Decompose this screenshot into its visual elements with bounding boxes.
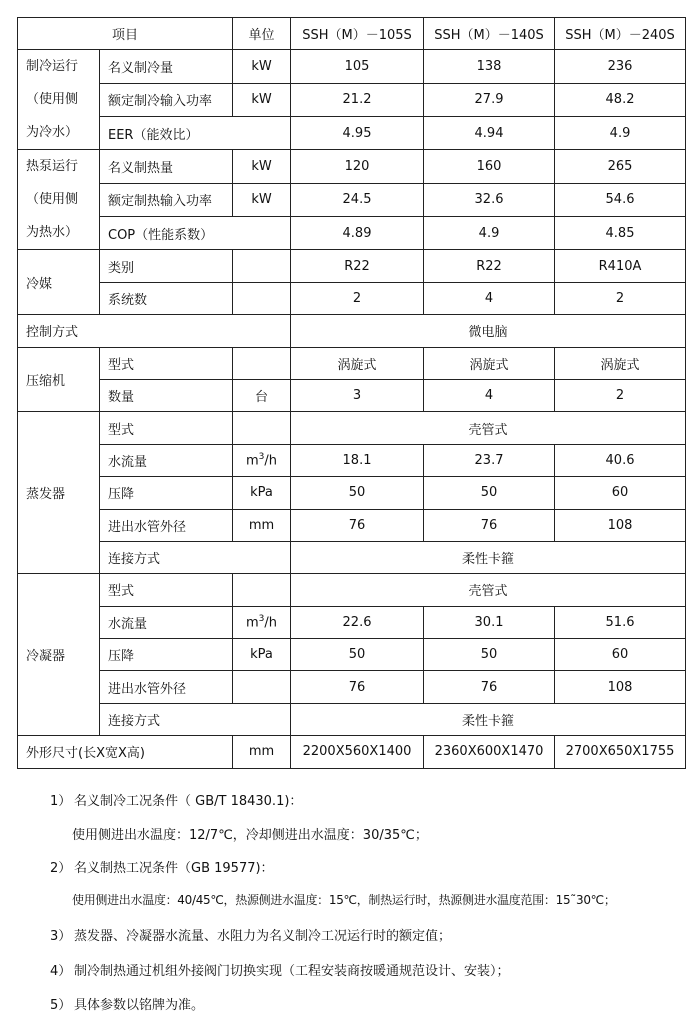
note-number: 1）	[50, 794, 72, 809]
table-row	[18, 477, 686, 509]
evaporator-group-label: 蒸发器	[18, 412, 100, 574]
note-text: 名义制冷工况条件（ GB/T 18430.1)：	[74, 794, 303, 809]
cell-value: 48.2	[555, 83, 686, 116]
row-label: 连接方式	[100, 703, 291, 735]
cell-value: 壳管式	[291, 412, 686, 444]
row-label: 系统数	[100, 282, 233, 314]
control-value: 微电脑	[291, 315, 686, 347]
row-unit: mm	[233, 509, 291, 541]
row-label: 连接方式	[100, 541, 291, 573]
cell-value: 138	[424, 50, 555, 83]
cell-value: 32.6	[424, 183, 555, 216]
table-row	[18, 250, 686, 282]
table-row	[18, 736, 686, 768]
cell-value: 2	[555, 282, 686, 314]
table-row	[18, 639, 686, 671]
note-text: 具体参数以铭牌为准。	[74, 998, 205, 1013]
table-row	[18, 217, 686, 250]
header-model-1: SSH（M）－105S	[291, 18, 424, 50]
row-label: 进出水管外径	[100, 509, 233, 541]
unit-superscript: 3	[258, 614, 265, 625]
cell-value: 柔性卡箍	[291, 541, 686, 573]
table-row	[18, 444, 686, 476]
unit-base: m	[246, 453, 259, 469]
note-2	[50, 857, 274, 876]
row-unit: 台	[233, 379, 291, 411]
cell-value: R22	[291, 250, 424, 282]
cooling-group-label	[18, 50, 100, 150]
cell-value: 4.89	[291, 217, 424, 250]
row-label: 名义制热量	[100, 150, 233, 183]
note-text: 蒸发器、冷凝器水流量、水阻力为名义制冷工况运行时的额定值；	[74, 929, 452, 944]
note-number: 3）	[50, 929, 72, 944]
cell-value: R22	[424, 250, 555, 282]
note-number: 4）	[50, 964, 72, 979]
row-label: 外形尺寸(长X宽X高)	[18, 736, 233, 768]
note-4	[50, 960, 510, 979]
row-label: 型式	[100, 412, 233, 444]
row-unit	[233, 444, 291, 476]
cell-value: 18.1	[291, 444, 424, 476]
unit-tail: /h	[264, 615, 278, 631]
cell-value: 51.6	[555, 606, 686, 638]
row-label: 数量	[100, 379, 233, 411]
note-number: 2）	[50, 861, 72, 876]
cell-value: 108	[555, 509, 686, 541]
control-label: 控制方式	[18, 315, 291, 347]
row-unit	[233, 282, 291, 314]
row-unit	[233, 574, 291, 606]
note-2-detail: 使用侧进出水温度：40/45℃，热源侧进水温度：15℃，制热运行时，热源侧进水温度范围：15˜30℃；	[72, 893, 616, 907]
refrigerant-group-label: 冷媒	[18, 250, 100, 315]
table-row	[18, 379, 686, 411]
cell-value: 265	[555, 150, 686, 183]
cell-value: 2700X650X1755	[555, 736, 686, 768]
header-unit: 单位	[233, 18, 291, 50]
cell-value: 21.2	[291, 83, 424, 116]
cooling-group-line-3: 为冷水）	[26, 125, 79, 141]
cell-value: 2	[555, 379, 686, 411]
row-label: 型式	[100, 574, 233, 606]
cell-value: 22.6	[291, 606, 424, 638]
cell-value: 54.6	[555, 183, 686, 216]
table-row	[18, 183, 686, 216]
note-1-detail: 使用侧进出水温度：12/7℃，冷却侧进出水温度：30/35℃；	[72, 828, 428, 843]
unit-base: m	[246, 615, 259, 631]
row-label: 类别	[100, 250, 233, 282]
table-row	[18, 541, 686, 573]
row-unit	[233, 250, 291, 282]
row-label: 水流量	[100, 444, 233, 476]
unit-tail: /h	[264, 453, 278, 469]
row-unit: kW	[233, 83, 291, 116]
row-label: EER（能效比）	[100, 117, 291, 150]
cell-value: 236	[555, 50, 686, 83]
note-number: 5）	[50, 998, 72, 1013]
cell-value: 76	[424, 671, 555, 703]
row-unit	[233, 606, 291, 638]
cooling-group-line-1: 制冷运行	[26, 59, 79, 75]
cell-value: 4	[424, 282, 555, 314]
cell-value: 160	[424, 150, 555, 183]
table-row	[18, 315, 686, 347]
cell-value: 23.7	[424, 444, 555, 476]
table-row	[18, 150, 686, 183]
table-row	[18, 117, 686, 150]
cell-value: 4.94	[424, 117, 555, 150]
cell-value: 50	[291, 639, 424, 671]
row-label: 额定制冷输入功率	[100, 83, 233, 116]
cell-value: 50	[424, 477, 555, 509]
cell-value: 壳管式	[291, 574, 686, 606]
cell-value: 涡旋式	[555, 347, 686, 379]
row-label: COP（性能系数）	[100, 217, 291, 250]
table-row	[18, 412, 686, 444]
cell-value: 76	[291, 671, 424, 703]
note-1	[50, 790, 302, 809]
cell-value: 27.9	[424, 83, 555, 116]
heating-group-line-3: 为热水）	[26, 225, 79, 241]
row-label: 水流量	[100, 606, 233, 638]
heating-group-label	[18, 150, 100, 250]
cell-value: 40.6	[555, 444, 686, 476]
cell-value: 4.85	[555, 217, 686, 250]
row-label: 进出水管外径	[100, 671, 233, 703]
row-unit	[233, 671, 291, 703]
cell-value: 30.1	[424, 606, 555, 638]
row-unit: kPa	[233, 639, 291, 671]
heating-group-line-2: （使用侧	[26, 192, 79, 208]
row-label: 压降	[100, 477, 233, 509]
cell-value: 涡旋式	[424, 347, 555, 379]
cell-value: 60	[555, 477, 686, 509]
cell-value: 2200X560X1400	[291, 736, 424, 768]
cell-value: 2360X600X1470	[424, 736, 555, 768]
row-label: 型式	[100, 347, 233, 379]
row-unit	[233, 412, 291, 444]
cell-value: 76	[291, 509, 424, 541]
table-row	[18, 83, 686, 116]
note-5	[50, 994, 204, 1013]
cell-value: 76	[424, 509, 555, 541]
cell-value: 50	[424, 639, 555, 671]
row-unit: mm	[233, 736, 291, 768]
table-row	[18, 671, 686, 703]
cell-value: 4.95	[291, 117, 424, 150]
condenser-group-label: 冷凝器	[18, 574, 100, 736]
header-model-3: SSH（M）－240S	[555, 18, 686, 50]
cooling-group-line-2: （使用侧	[26, 92, 79, 108]
note-3	[50, 925, 451, 944]
row-unit: kPa	[233, 477, 291, 509]
cell-value: 120	[291, 150, 424, 183]
unit-superscript: 3	[258, 452, 265, 463]
cell-value: 60	[555, 639, 686, 671]
table-row	[18, 703, 686, 735]
cell-value: 3	[291, 379, 424, 411]
note-text: 制冷制热通过机组外接阀门切换实现（工程安装商按暖通规范设计、安装）；	[74, 964, 510, 979]
cell-value: 108	[555, 671, 686, 703]
cell-value: 涡旋式	[291, 347, 424, 379]
note-text: 名义制热工况条件（GB 19577)：	[74, 861, 274, 876]
row-label: 名义制冷量	[100, 50, 233, 83]
row-unit: kW	[233, 50, 291, 83]
row-unit: kW	[233, 150, 291, 183]
table-row	[18, 606, 686, 638]
row-unit: kW	[233, 183, 291, 216]
cell-value: 4	[424, 379, 555, 411]
cell-value: 24.5	[291, 183, 424, 216]
cell-value: 4.9	[555, 117, 686, 150]
heating-group-line-1: 热泵运行	[26, 159, 79, 175]
cell-value: 50	[291, 477, 424, 509]
cell-value: 柔性卡箍	[291, 703, 686, 735]
cell-value: 4.9	[424, 217, 555, 250]
table-row	[18, 509, 686, 541]
table-row	[18, 347, 686, 379]
header-row	[18, 18, 686, 50]
table-row	[18, 282, 686, 314]
row-label: 额定制热输入功率	[100, 183, 233, 216]
header-item: 项目	[18, 18, 233, 50]
spec-table	[17, 17, 686, 769]
row-unit	[233, 347, 291, 379]
table-row	[18, 574, 686, 606]
row-label: 压降	[100, 639, 233, 671]
cell-value: 105	[291, 50, 424, 83]
table-row	[18, 50, 686, 83]
compressor-group-label: 压缩机	[18, 347, 100, 412]
cell-value: R410A	[555, 250, 686, 282]
header-model-2: SSH（M）－140S	[424, 18, 555, 50]
cell-value: 2	[291, 282, 424, 314]
